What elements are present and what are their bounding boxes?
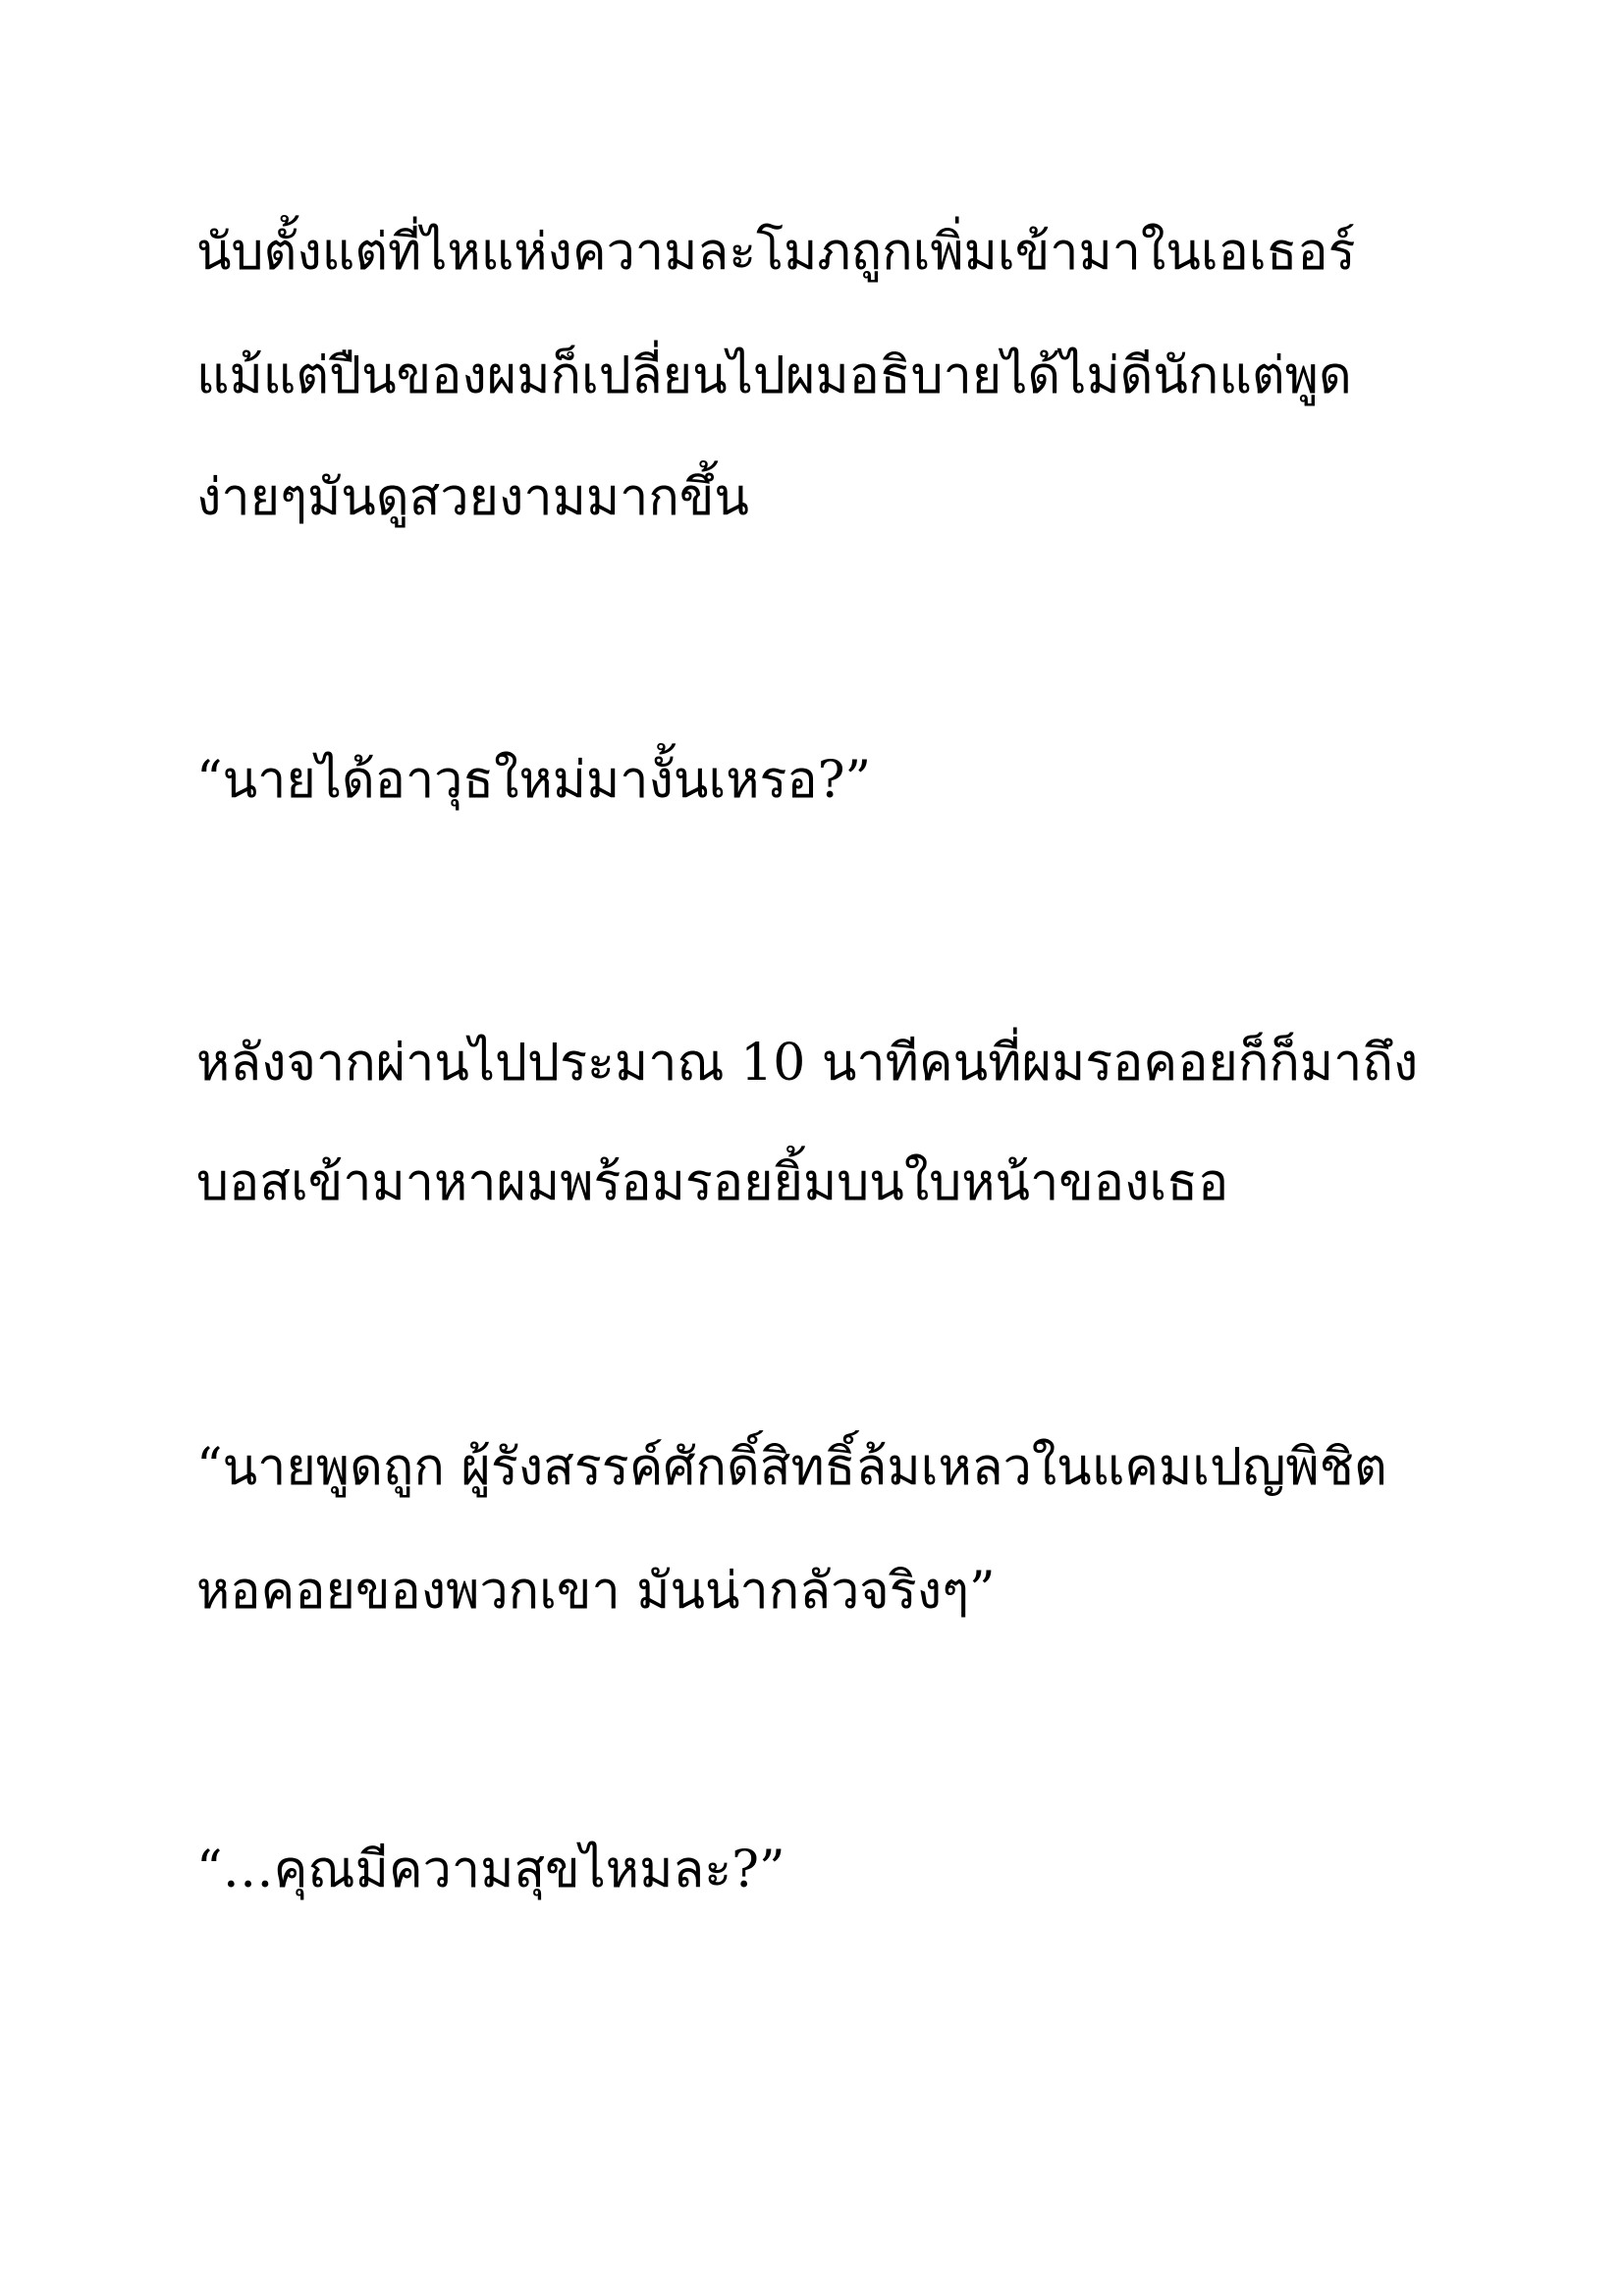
paragraph-1-line-1: นับตั้งแต่ที่ไหแห่งความละโมภถูกเพิ่มเข้ามาในเอเธอร์ <box>196 223 1356 282</box>
paragraph-4-line-1: “นายพูดถูก ผู้รังสรรค์ศักดิ์สิทธิ์ล้มเหลวในแคมเปญพิชิต <box>196 1438 1387 1497</box>
paragraph-5-line-1: “…คุณมีความสุขไหมละ?” <box>196 1841 785 1899</box>
paragraph-4-line-2: หอคอยของพวกเขา มันน่ากลัวจริงๆ” <box>196 1562 996 1621</box>
paragraph-2-line-1: “นายได้อาวุธใหม่มางั้นเหรอ?” <box>196 751 872 810</box>
paragraph-3-line-1: หลังจากผ่านไปประมาณ 10 นาทีคนที่ผมรอคอยก็ก็มาถึง <box>196 1034 1419 1093</box>
paragraph-1-line-2: แม้แต่ปืนของผมก็เปลี่ยนไปผมอธิบายได้ไม่ดีนักแต่พูด <box>196 347 1352 405</box>
paragraph-1-line-3: ง่ายๆมันดูสวยงามมากขึ้น <box>196 468 749 527</box>
paragraph-3-line-2: บอสเข้ามาหาผมพร้อมรอยยิ้มบนใบหน้าของเธอ <box>196 1153 1229 1212</box>
